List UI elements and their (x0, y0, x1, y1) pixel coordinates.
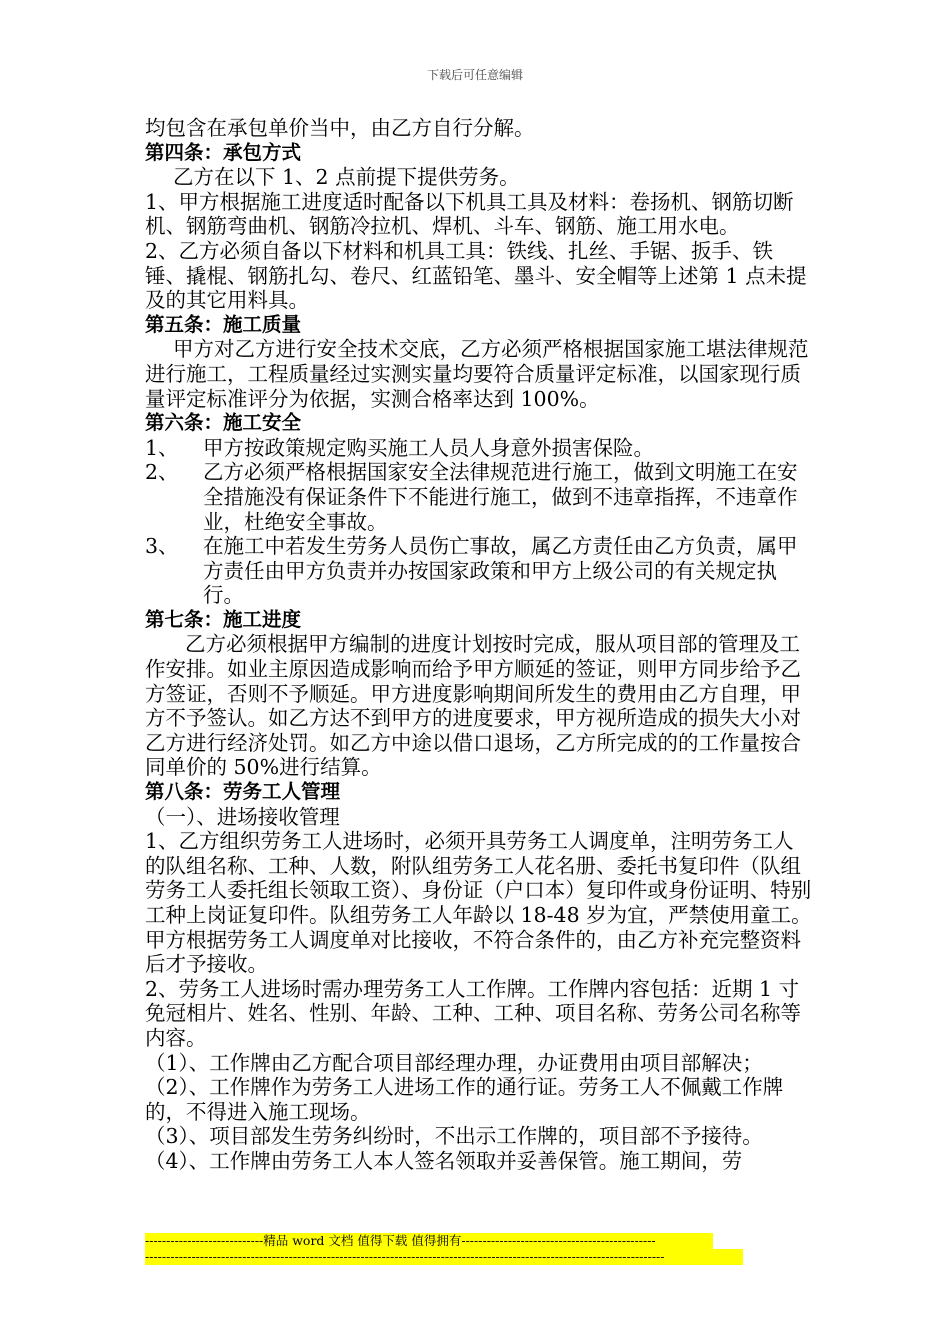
paragraph: （2）、工作牌作为劳务工人进场工作的通行证。劳务工人不佩戴工作牌的，不得进入施工现场。 (145, 1075, 784, 1124)
paragraph: 1、甲方根据施工进度适时配备以下机具工具及材料：卷扬机、钢筋切断机、钢筋弯曲机、钢筋冷拉机、焊机、斗车、钢筋、施工用水电。 (145, 189, 794, 239)
paragraph: 甲方对乙方进行安全技术交底，乙方必须严格根据国家施工堪法律规范进行施工，工程质量经过实测实量均要符合质量评定标准，以国家现行质量评定标准评分为依据，实测合格率达到 100%。 (145, 337, 809, 411)
page-header: 下载后可任意编辑 (426, 68, 523, 82)
numbered-item (145, 436, 813, 461)
item-number: 3、 (145, 534, 179, 559)
paragraph: 乙方必须根据甲方编制的进度计划按时完成，服从项目部的管理及工作安排。如业主原因造成影响而给予甲方顺延的签证，则甲方同步给予乙方签证，否则不予顺延。甲方进度影响期间所发生的费用由乙方自理，甲方不予签认。如乙方达不到甲方的进度要求，甲方视所造成的损失大小对乙方进行经济处罚。如乙方中途以借口退场，乙方所完成的的工作量按合同单价的 50%进行结算。 (145, 632, 801, 780)
paragraph: 2、劳务工人进场时需办理劳务工人工作牌。工作牌内容包括：近期 1 寸免冠相片、姓名、性别、年龄、工种、工种、项目名称、劳务公司名称等内容。 (145, 976, 801, 1050)
footer-divider: --------------------------------------------------------------------------------------------------------------------------- (145, 1249, 743, 1265)
section-heading: 第四条：承包方式 (145, 140, 302, 164)
paragraph: 均包含在承包单价当中，由乙方自行分解。 (145, 116, 535, 140)
section-heading: 第八条：劳务工人管理 (145, 780, 341, 804)
paragraph: （3）、项目部发生劳务纠纷时，不出示工作牌的，项目部不予接待。 (145, 1124, 763, 1149)
section-heading: 第六条：施工安全 (145, 411, 302, 435)
paragraph: 1、乙方组织劳务工人进场时，必须开具劳务工人调度单，注明劳务工人的队组名称、工种、人数，附队组劳务工人花名册、委托书复印件（队组劳务工人委托组长领取工资）、身份证（户口本）复印件或身份证明、特别工种上岗证复印件。队组劳务工人年龄以 18-48 岁为宜，严禁使用童工。甲方根据劳务工人调度单对比接收，不符合条件的，由乙方补充完整资料后才予接收。 (145, 829, 812, 977)
numbered-item (145, 534, 813, 608)
item-number: 2、 (145, 460, 179, 485)
item-text: 在施工中若发生劳务人员伤亡事故，属乙方责任由乙方负责，属甲方责任由甲方负责并办按国家政策和甲方上级公司的有关规定执行。 (203, 534, 798, 608)
item-number: 1、 (145, 435, 179, 460)
footer-banner: ----------------------------精品 word 文档 值得下载 值得拥有---------------------------------------------- (145, 1233, 713, 1249)
subsection-title: （一）、进场接收管理 (145, 804, 340, 829)
paragraph: 乙方在以下 1、2 点前提下提供劳务。 (173, 165, 520, 190)
document-body (145, 116, 813, 1174)
section-heading: 第七条：施工进度 (145, 607, 302, 631)
paragraph: 2、乙方必须自备以下材料和机具工具：铁线、扎丝、手锯、扳手、铁锤、撬棍、钢筋扎勾、卷尺、红蓝铅笔、墨斗、安全帽等上述第 1 点未提及的其它用料具。 (145, 238, 807, 313)
item-text: 乙方必须严格根据国家安全法律规范进行施工，做到文明施工在安全措施没有保证条件下不能进行施工，做到不违章指挥，不违章作业，杜绝安全事故。 (203, 460, 798, 534)
section-heading: 第五条：施工质量 (145, 312, 302, 336)
numbered-item (145, 460, 813, 534)
item-text: 甲方按政策规定购买施工人员人身意外损害保险。 (203, 435, 654, 460)
paragraph: （4）、工作牌由劳务工人本人签名领取并妥善保管。施工期间，劳 (145, 1148, 743, 1173)
paragraph: （1）、工作牌由乙方配合项目部经理办理，办证费用由项目部解决； (145, 1050, 763, 1075)
